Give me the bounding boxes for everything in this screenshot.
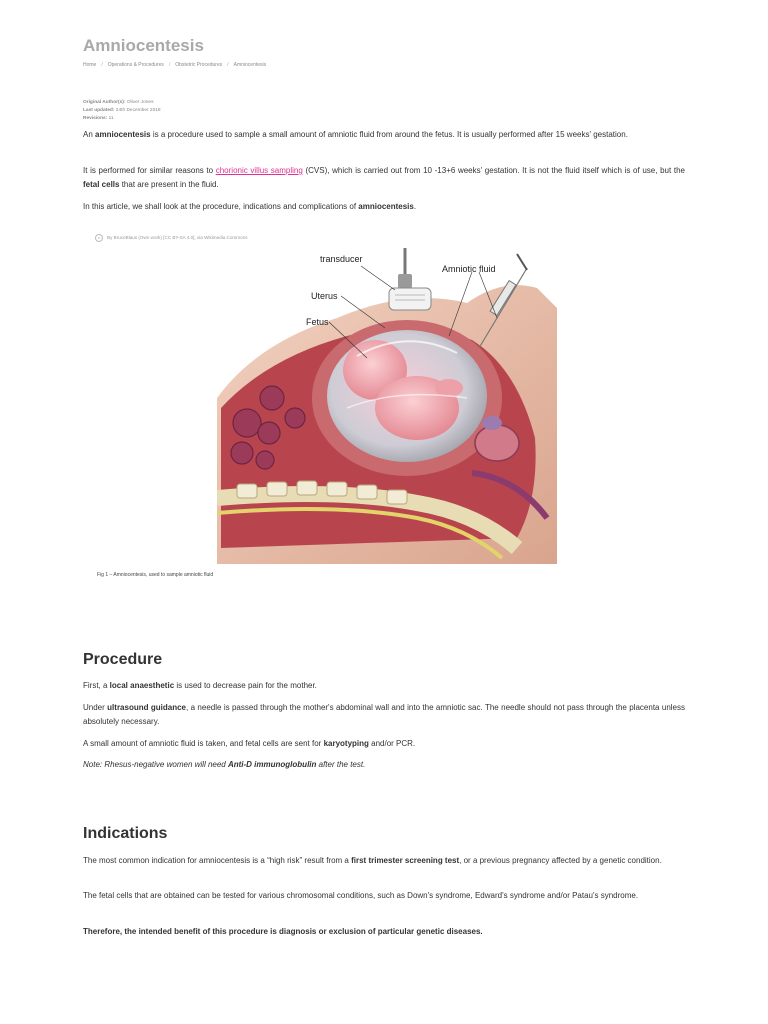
text-span: . [413,202,417,211]
text-span: and/or PCR. [368,739,416,748]
procedure-paragraph-1 [83,679,685,693]
pubic-bone [482,416,502,430]
breadcrumb-current: Amniocentesis [233,62,267,68]
text-span: An [83,130,96,139]
amniocentesis-illustration [217,248,557,564]
article-meta [83,99,161,123]
breadcrumb-operations[interactable]: Operations & Procedures [107,62,164,68]
author-name: Oliver Jones [126,100,154,105]
image-credit [95,234,248,242]
text-span: The most common indication for amniocentesis is a “high risk” result from a [83,856,352,865]
bold-term: first trimester screening test [351,856,460,865]
label-amniotic-fluid: Amniotic fluid [442,264,496,274]
text-span: is a procedure used to sample a small amount of amniotic fluid from around the fetus. It is usually performed after 15 weeks' gestation. [150,130,628,139]
revisions-count: 11 [108,116,114,121]
text-span: (CVS), which is carried out from 10 -13+6 weeks' gestation. It is not the fluid itself which is of use, but the [302,166,685,175]
indications-paragraph-3: Therefore, the intended benefit of this procedure is diagnosis or exclusion of particular genetic diseases. [83,927,483,936]
bladder [475,425,519,461]
text-span: First, a [83,681,110,690]
breadcrumb-separator: / [168,62,171,68]
indications-heading: Indications [83,825,168,842]
breadcrumb-obstetric[interactable]: Obstetric Procedures [175,62,223,68]
procedure-note [83,758,685,772]
updated-date: 24th December 2018 [115,108,161,113]
text-span: In this article, we shall look at the procedure, indications and complications of [83,202,359,211]
credit-text: By BruceBlaus (Own work) [CC BY-SA 4.0], via Wikimedia Commons [107,235,248,241]
procedure-paragraph-3 [83,737,685,751]
indications-paragraph-2: The fetal cells that are obtained can be tested for various chromosomal conditions, such as Down's syndrome, Edward's syndrome and/or Patau's syndrome. [83,891,639,900]
breadcrumb-home[interactable]: Home [83,62,97,68]
breadcrumb [83,62,266,68]
bold-term: fetal cells [83,180,120,189]
page-title: Amniocentesis [83,36,204,55]
bold-term: ultrasound guidance [107,703,186,712]
procedure-paragraph-2 [83,701,685,729]
bold-term: karyotyping [323,739,369,748]
ultrasound-transducer [389,248,431,310]
procedure-heading: Procedure [83,651,163,668]
intro-paragraph-3 [83,200,685,214]
bold-term: Anti-D immunoglobulin [227,760,317,769]
text-span: , or a previous pregnancy affected by a genetic condition. [459,856,662,865]
bold-term: amniocentesis [95,130,151,139]
cvs-link[interactable]: chorionic villus sampling [215,166,303,175]
text-span: is used to decrease pain for the mother. [174,681,317,690]
author-label: Original Author(s): [83,100,126,105]
text-span: Under [83,703,108,712]
text-span: It is performed for similar reasons to [83,166,216,175]
intro-paragraph-1 [83,128,685,142]
label-uterus: Uterus [311,291,338,301]
breadcrumb-separator: / [101,62,103,68]
creative-commons-icon: c [95,234,103,242]
text-span: A small amount of amniotic fluid is taken, and fetal cells are sent for [83,739,324,748]
breadcrumb-separator: / [227,62,229,68]
text-span: that are present in the fluid. [119,180,219,189]
intro-paragraph-2 [83,164,685,192]
bold-term: amniocentesis [358,202,414,211]
text-span: after the test. [316,760,366,769]
text-span: Note: Rhesus-negative women will need [83,760,228,769]
figure-caption: Fig 1 – Amniocentesis, used to sample amniotic fluid [97,572,214,578]
updated-label: Last updated: [83,108,115,113]
indications-paragraph-1 [83,854,685,868]
revisions-label: Revisions: [83,116,108,121]
label-transducer: transducer [320,254,363,264]
bold-term: local anaesthetic [109,681,175,690]
label-fetus: Fetus [306,317,329,327]
text-span: , a needle is passed through the mother's abdominal wall and into the amniotic sac. The needle should not pass through the placenta unless absolutely necessary. [83,703,685,726]
